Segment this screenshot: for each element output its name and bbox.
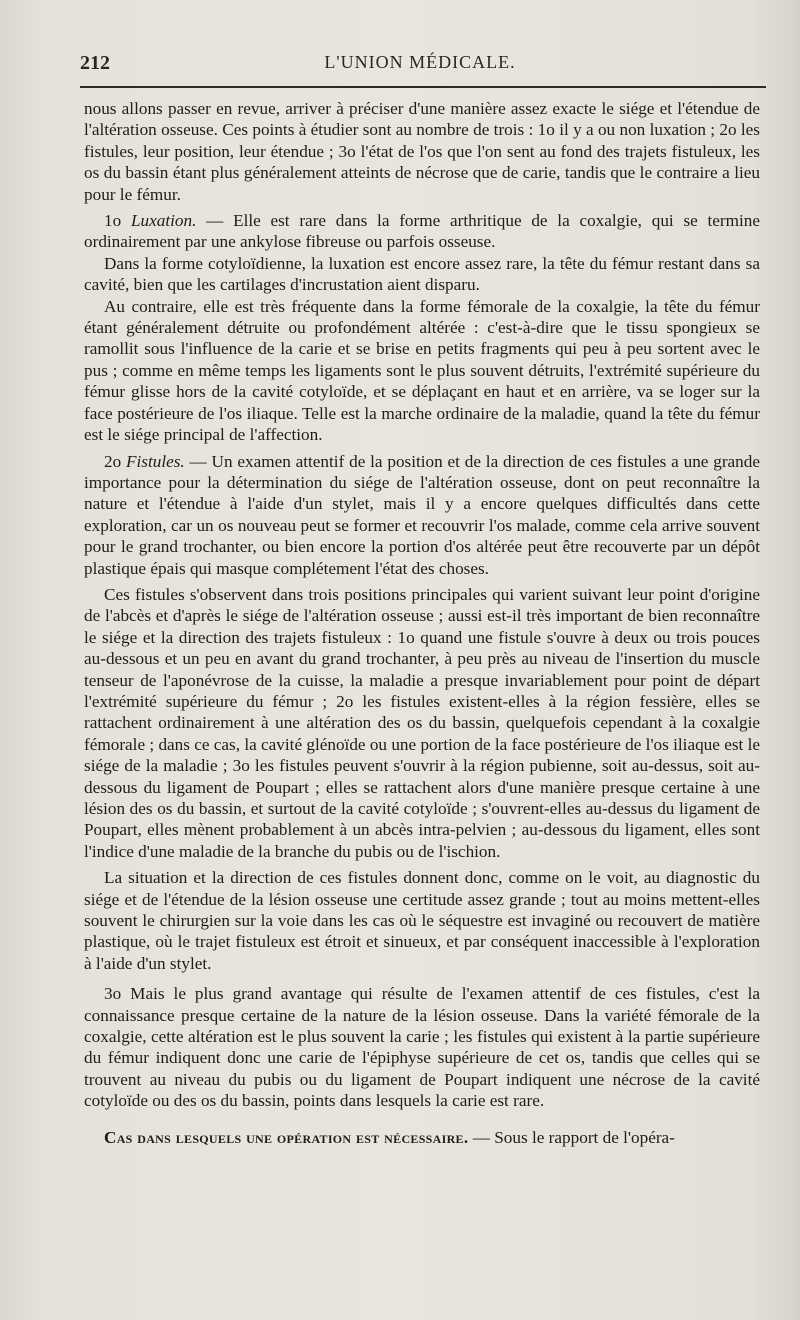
section-operation: [84, 1127, 760, 1148]
paragraph-femoral: Au contraire, elle est très fréquente dans la forme fémorale de la coxalgie, la tête du fémur étant généralement détruite ou profondément altérée : c'est-à-dire que le tissu spongieux se ramollit sous l'influence de la carie et se brise en petits fragments qui peu à peu sortent avec le pus ; comme en même temps les ligaments sont le plus souvent détruits, l'extrémité supérieure du fémur glisse hors de la cavité cotyloïde, et se déplaçant en haut et en arrière, va se loger sur la face postérieure de l'os iliaque. Telle est la marche ordinaire de la maladie, quand la tête du fémur est le siége principal de l'affection.: [84, 296, 760, 445]
header-rule: [80, 86, 766, 88]
numeral-2: 2o: [104, 451, 126, 471]
section-text: — Sous le rapport de l'opéra-: [468, 1127, 675, 1147]
paragraph-advantage: 3o Mais le plus grand avantage qui résulte de l'examen attentif de ces fistules, c'est la connaissance presque certaine de la nature de la lésion osseuse. Dans la variété fémorale de la coxalgie, cette altération est le plus souvent la carie ; les fistules qui existent à la partie supérieure du fémur indiquent donc une carie de l'épiphyse supérieure de cet os, tandis que celles qui se trouvent au niveau du pubis ou du ligament de Poupart indiquent une nécrose de la cavité cotyloïde ou des os du bassin, points dans lesquels la carie est rare.: [84, 984, 760, 1111]
subheading-luxation: Luxation.: [130, 211, 197, 231]
paragraph-fistules: [84, 451, 760, 579]
numeral-1: 1o: [104, 211, 131, 231]
paragraph-positions: Ces fistules s'observent dans trois positions principales qui varient suivant leur point d'origine de l'abcès et d'après le siége de l'altération osseuse ; aussi est-il très important de bien reconnaître le siége et la direction des trajets fistuleux : 1o quand une fistule s'ouvre à deux ou trois pouces au-dessous et un peu en avant du grand trochanter, à peu près au niveau de l'insertion du muscle tenseur de l'aponévrose de la cuisse, la maladie a presque invariablement pour point de départ l'extrémité supérieure du fémur ; 2o les fistules existent-elles à la région fessière, elles se rattachent ordinairement à une altération des os du bassin, quelquefois cependant à la coxalgie fémorale ; dans ce cas, la cavité glénoïde ou une portion de la face postérieure de l'os iliaque est le siége de la maladie ; 3o les fistules peuvent s'ouvrir à la région pubienne, soit au-dessus, soit au-dessous du ligament de Poupart ; elles se rattachent alors d'une manière presque certaine à une lésion des os du bassin, et surtout de la cavité cotyloïde ; s'ouvrent-elles au-dessus du ligament de Poupart, elles mènent probablement à un abcès intra-pelvien ; au-dessous du ligament, elles sont l'indice d'une maladie de la branche du pubis ou de l'ischion.: [84, 584, 760, 861]
section-heading: Cas dans lesquels une opération est nécessaire.: [104, 1127, 469, 1147]
paragraph-fistules-text: — Un examen attentif de la position et de la direction de ces fistules a une grande importance pour la détermination du siége de l'altération osseuse, dont on peut reconnaître la nature et l'étendue à l'aide d'un stylet, mais il y a encore quelques difficultés dans cette exploration, car un os nouveau peut se former et recouvrir l'os malade, comme cela arrive souvent pour le grand trochanter, ou bien encore la portion d'os altérée peut être recouverte par un dépôt plastique épais qui masque complétement l'état des choses.: [84, 451, 760, 578]
paragraph-cotyloid: Dans la forme cotyloïdienne, la luxation est encore assez rare, la tête du fémur restant dans sa cavité, bien que les cartilages d'incrustation aient disparu.: [84, 253, 760, 295]
paragraph-situation: La situation et la direction de ces fistules donnent donc, comme on le voit, au diagnostic du siége et de l'étendue de la lésion osseuse une certitude assez grande ; tout au moins mettent-elles souvent le chirurgien sur la voie dans les cas où le séquestre est invaginé ou recouvert de matière plastique, où le trajet fistuleux est étroit et sinueux, et par conséquent inaccessible à l'exploration à l'aide d'un stylet.: [84, 868, 760, 973]
body-text: [84, 98, 760, 1148]
paragraph-luxation-text: — Elle est rare dans la forme arthritique de la coxalgie, qui se termine ordinairement par une ankylose fibreuse ou parfois osseuse.: [84, 211, 761, 252]
paragraph-intro: nous allons passer en revue, arriver à préciser d'une manière assez exacte le siége et l'étendue de l'altération osseuse. Ces points à étudier sont au nombre de trois : 1o il y a ou non luxation ; 2o les fistules, leur position, leur étendue ; 3o l'état de l'os que l'on sent au fond des trajets fistuleux, les os du bassin étant plus généralement atteints de nécrose que de carie, tandis que le contraire a lieu pour le fémur.: [84, 99, 760, 204]
subheading-fistules: Fistules.: [126, 451, 185, 471]
page-number: 212: [80, 52, 110, 74]
paragraph-luxation: [84, 210, 760, 253]
page-header: [80, 52, 760, 82]
running-head: L'UNION MÉDICALE.: [324, 52, 516, 72]
